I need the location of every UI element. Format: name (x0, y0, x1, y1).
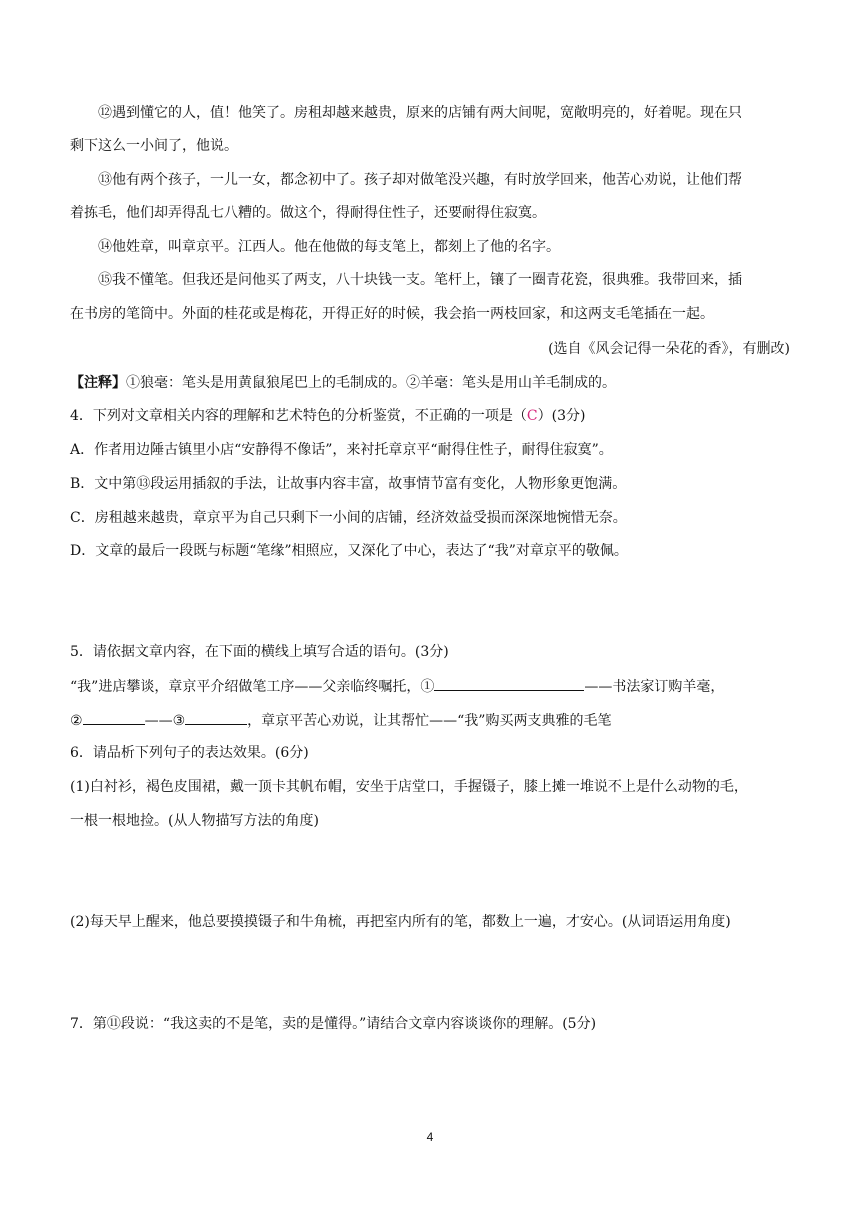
source-citation: (选自《风会记得一朵花的香》，有删改) (548, 341, 790, 357)
question-4-answer: C (526, 408, 538, 424)
question-5-line-2 (70, 710, 800, 731)
question-5-line-1-text: “我”进店攀谈，章京平介绍做笔工序——父亲临终嘱托，① (70, 679, 435, 695)
question-6-stem: 6．请品析下列句子的表达效果。(6分) (70, 745, 309, 761)
question-6-sentence-1-line-1: (1)白衬衫，褐色皮围裙，戴一顶卡其帆布帽，安坐于店堂口，手握镊子，膝上摊一堆说不上是什么动物的毛， (70, 779, 748, 795)
paragraph-14-line-1: ⑭他姓章，叫章京平。江西人。他在他做的每支笔上，都刻上了他的名字。 (98, 239, 560, 255)
paragraph-15-line-1: ⑮我不懂笔。但我还是问他买了两支，八十块钱一支。笔杆上，镶了一圈青花瓷，很典雅。我带回来，插 (98, 272, 742, 288)
question-5-line-2-tail: ，章京平苦心劝说，让其帮忙——“我”购买两支典雅的毛笔 (247, 713, 612, 729)
question-5-line-1-tail: ——书法家订购羊毫， (584, 679, 725, 695)
question-7-stem: 7．第⑪段说：“我这卖的不是笔，卖的是懂得。”请结合文章内容谈谈你的理解。(5分) (70, 1016, 597, 1032)
question-5-line-1 (70, 676, 800, 697)
question-4-option-a: A．作者用边陲古镇里小店“安静得不像话”，来衬托章京平“耐得住性子，耐得住寂寞”。 (70, 442, 613, 458)
question-5-blank-3-marker: ——③ (144, 713, 186, 729)
question-4-stem-after: ）(3分) (537, 408, 586, 424)
answer-blank-1[interactable] (434, 676, 584, 691)
question-4-stem-before: 4．下列对文章相关内容的理解和艺术特色的分析鉴赏，不正确的一项是（ (70, 408, 527, 424)
answer-blank-2[interactable] (83, 710, 145, 725)
paragraph-12-line-2: 剩下这么一小间了，他说。 (70, 138, 238, 154)
note-text: ①狼毫：笔头是用黄鼠狼尾巴上的毛制成的。②羊毫：笔头是用山羊毛制成的。 (126, 375, 616, 391)
paragraph-12-line-1: ⑫遇到懂它的人，值！他笑了。房租却越来越贵，原来的店铺有两大间呢，宽敞明亮的，好着呢。现在只 (98, 105, 742, 121)
note-line (70, 373, 800, 393)
question-6-sentence-2: (2)每天早上醒来，他总要摸摸镊子和牛角梳，再把室内所有的笔，都数上一遍，才安心。(从词语运用角度) (70, 914, 731, 930)
question-4-option-b: B．文中第⑬段运用插叙的手法，让故事内容丰富，故事情节富有变化，人物形象更饱满。 (70, 476, 627, 492)
question-4-option-c: C．房租越来越贵，章京平为自己只剩下一小间的店铺，经济效益受损而深深地惋惜无奈。 (70, 510, 627, 526)
page-number: 4 (426, 1130, 434, 1144)
question-5-stem: 5．请依据文章内容，在下面的横线上填写合适的语句。(3分) (70, 644, 449, 660)
note-label: 【注释】 (70, 375, 126, 391)
question-4-option-d: D．文章的最后一段既与标题“笔缘”相照应，又深化了中心，表达了“我”对章京平的敬佩。 (70, 543, 628, 559)
question-4-stem (70, 406, 800, 426)
answer-blank-3[interactable] (185, 710, 247, 725)
question-6-sentence-1-line-2: 一根一根地捡。(从人物描写方法的角度) (70, 813, 319, 829)
paragraph-13-line-2: 着拣毛，他们却弄得乱七八糟的。做这个，得耐得住性子，还要耐得住寂寞。 (70, 205, 546, 221)
paragraph-13-line-1: ⑬他有两个孩子，一儿一女，都念初中了。孩子却对做笔没兴趣，有时放学回来，他苦心劝说，让他们帮 (98, 172, 742, 188)
paragraph-15-line-2: 在书房的笔筒中。外面的桂花或是梅花，开得正好的时候，我会掐一两枝回家，和这两支毛笔插在一起。 (70, 306, 714, 322)
question-5-blank-2-marker: ② (70, 713, 83, 729)
